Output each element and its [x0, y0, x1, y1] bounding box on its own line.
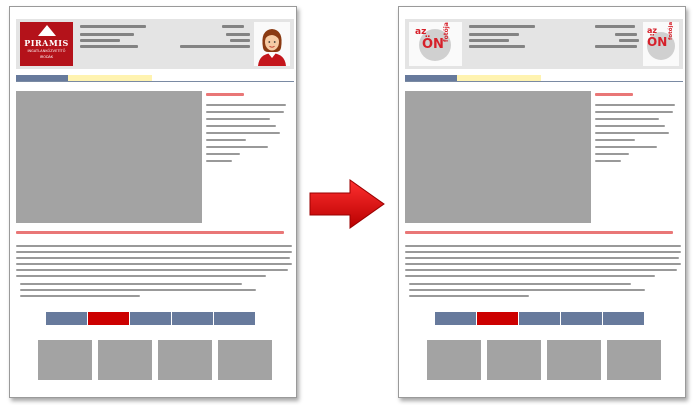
pyramid-icon — [38, 25, 56, 36]
logo-word-fotoja: fotója — [443, 22, 450, 42]
pagination-buttons — [46, 312, 258, 325]
logo-word-az: az — [415, 27, 427, 37]
arrow-graphic — [306, 178, 388, 230]
agent-contact-block — [565, 25, 639, 48]
az-on-fotoja-logo-right — [643, 22, 679, 66]
tab-divider — [16, 81, 294, 82]
page-button-2-active[interactable] — [477, 312, 518, 325]
thumbnail-4[interactable] — [218, 340, 272, 380]
listing-page-after — [398, 6, 686, 398]
page-button-2-active[interactable] — [88, 312, 129, 325]
logo-word-fotoja: fotója — [668, 21, 674, 40]
thumbnail-1[interactable] — [38, 340, 92, 380]
thumbnail-3[interactable] — [158, 340, 212, 380]
office-contact-block — [469, 25, 539, 48]
logo-word-az: az — [647, 26, 658, 35]
page-header — [405, 19, 683, 69]
page-header — [16, 19, 294, 69]
price-label — [206, 93, 244, 96]
page-button-1[interactable] — [46, 312, 87, 325]
page-button-4[interactable] — [561, 312, 602, 325]
office-contact-block — [80, 25, 150, 48]
property-main-photo — [405, 91, 591, 223]
listing-headline — [16, 231, 284, 234]
az-on-fotoja-logo-left — [409, 22, 462, 66]
thumbnail-4[interactable] — [607, 340, 661, 380]
property-main-photo — [16, 91, 202, 223]
listing-page-before — [9, 6, 297, 398]
page-button-5[interactable] — [214, 312, 255, 325]
logo-word-on: ÖN — [647, 35, 668, 49]
thumbnail-2[interactable] — [98, 340, 152, 380]
agent-photo — [254, 22, 290, 66]
female-agent-avatar-icon — [254, 22, 290, 66]
pagination-buttons — [435, 312, 647, 325]
tab-divider — [405, 81, 683, 82]
logo-tagline-2: IRODÁK — [39, 55, 54, 59]
page-button-3[interactable] — [519, 312, 560, 325]
logo-word-on: ÖN — [422, 37, 444, 52]
thumbnail-1[interactable] — [427, 340, 481, 380]
page-button-5[interactable] — [603, 312, 644, 325]
agent-contact-block — [176, 25, 250, 48]
price-label — [595, 93, 633, 96]
piramis-logo — [20, 22, 73, 66]
thumbnail-3[interactable] — [547, 340, 601, 380]
right-arrow-icon — [306, 178, 388, 234]
thumbnail-2[interactable] — [487, 340, 541, 380]
page-button-4[interactable] — [172, 312, 213, 325]
page-button-1[interactable] — [435, 312, 476, 325]
page-button-3[interactable] — [130, 312, 171, 325]
listing-headline — [405, 231, 673, 234]
logo-tagline: INGATLANKÖZVETÍTŐ — [27, 49, 66, 53]
logo-name: PIRAMIS — [24, 38, 69, 48]
